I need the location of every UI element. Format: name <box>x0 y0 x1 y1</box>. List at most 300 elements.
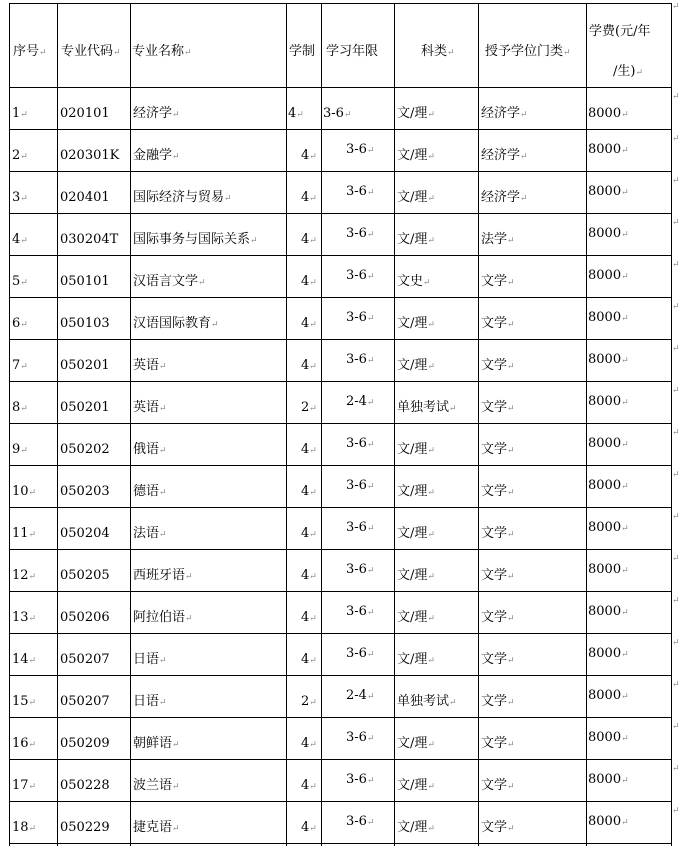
row-end-mark-icon <box>672 0 680 15</box>
paragraph-mark-icon: ↵ <box>621 650 629 660</box>
paragraph-mark-icon: ↵ <box>343 110 352 120</box>
cell-degree-text: 文学 <box>481 820 508 835</box>
paragraph-mark-icon: ↵ <box>507 572 515 582</box>
cell-degree-text: 文学 <box>481 778 508 793</box>
paragraph-mark-icon: ↵ <box>309 782 317 792</box>
paragraph-mark-icon: ↵ <box>309 278 317 288</box>
paragraph-mark-icon: ↵ <box>309 740 317 750</box>
paragraph-mark-icon: ↵ <box>449 698 457 708</box>
cell-code-text: 050103 <box>60 316 110 331</box>
header-fee-line1 <box>589 24 650 40</box>
cell-duration <box>301 820 317 837</box>
paragraph-mark-icon: ↵ <box>309 194 317 204</box>
cell-fee <box>588 604 629 621</box>
cell-degree <box>481 610 515 627</box>
cell-code-text: 020401 <box>60 190 110 205</box>
cell-name <box>133 232 258 249</box>
cell-degree-text: 经济学 <box>481 148 521 163</box>
table-rule-horizontal <box>9 465 672 466</box>
row-end-mark-icon <box>672 550 680 567</box>
cell-fee-text: 8000 <box>588 772 622 787</box>
cell-years-text: 3-6 <box>346 226 367 241</box>
cell-years-text: 3-6 <box>346 520 367 535</box>
cell-years-text: 3-6 <box>346 142 367 157</box>
paragraph-mark-icon: ↵ <box>159 362 167 372</box>
cell-degree <box>481 358 515 375</box>
cell-fee <box>588 646 629 663</box>
cell-name <box>133 568 193 585</box>
paragraph-mark-icon: ↵ <box>507 782 515 792</box>
cell-fee <box>588 310 629 327</box>
table-rule-horizontal <box>9 129 672 130</box>
paragraph-mark-icon: ↵ <box>366 734 375 744</box>
cell-seq-text: 10 <box>12 484 29 499</box>
cell-code-text: 050205 <box>60 568 110 583</box>
header-years <box>326 44 378 60</box>
cell-years <box>346 394 374 411</box>
cell-subject-text: 单独考试 <box>397 400 450 415</box>
cell-fee <box>588 268 629 285</box>
cell-degree-text: 文学 <box>481 442 508 457</box>
paragraph-mark-icon: ↵ <box>309 824 317 834</box>
cell-seq-text: 1 <box>12 106 21 121</box>
cell-seq-text: 18 <box>12 820 29 835</box>
cell-subject <box>397 316 435 333</box>
paragraph-mark-icon: ↵ <box>427 320 435 330</box>
row-end-mark-icon <box>672 88 680 105</box>
cell-years <box>346 646 374 663</box>
paragraph-mark-icon: ↵ <box>427 236 435 246</box>
cell-seq <box>12 484 36 501</box>
cell-degree-text: 文学 <box>481 274 508 289</box>
cell-code <box>60 484 110 500</box>
cell-fee-text: 8000 <box>588 310 622 325</box>
paragraph-mark-icon: ↵ <box>507 530 515 540</box>
header-name <box>132 44 192 61</box>
paragraph-mark-icon: ↵ <box>427 446 435 456</box>
cell-duration <box>301 400 317 417</box>
row-end-mark-icon <box>672 592 680 609</box>
cell-code <box>60 358 110 374</box>
cell-name-text: 金融学 <box>133 148 173 163</box>
header-years-text: 学习年限 <box>326 44 379 59</box>
cell-name-text: 国际经济与贸易 <box>133 190 225 205</box>
paragraph-mark-icon: ↵ <box>28 782 37 792</box>
paragraph-mark-icon: ↵ <box>20 152 28 162</box>
cell-duration-text: 4 <box>301 484 310 499</box>
paragraph-mark-icon: ↵ <box>635 68 643 78</box>
cell-degree-text: 文学 <box>481 526 508 541</box>
cell-fee <box>588 352 629 369</box>
paragraph-mark-icon: ↵ <box>250 236 258 246</box>
row-end-mark-icon <box>672 466 680 483</box>
cell-duration-text: 4 <box>301 148 310 163</box>
cell-degree-text: 文学 <box>481 568 508 583</box>
paragraph-mark-icon: ↵ <box>621 230 629 240</box>
cell-duration-text: 4 <box>301 778 310 793</box>
cell-years <box>323 106 351 123</box>
paragraph-mark-icon: ↵ <box>366 482 375 492</box>
cell-name-text: 捷克语 <box>133 820 173 835</box>
header-fee-line2-text: /生) <box>613 64 636 79</box>
paragraph-mark-icon: ↵ <box>520 152 528 162</box>
cell-duration <box>288 106 304 123</box>
cell-seq-text: 2 <box>12 148 21 163</box>
cell-name <box>133 274 206 291</box>
cell-code <box>60 274 110 290</box>
table-rule-horizontal <box>9 297 672 298</box>
cell-name-text: 国际事务与国际关系 <box>133 232 251 247</box>
cell-fee-text: 8000 <box>588 106 622 121</box>
cell-duration <box>301 568 317 585</box>
cell-degree <box>481 694 515 711</box>
cell-subject <box>397 190 435 207</box>
paragraph-mark-icon: ↵ <box>427 530 435 540</box>
cell-seq-text: 11 <box>12 526 29 541</box>
cell-duration-text: 4 <box>288 106 297 121</box>
cell-degree-text: 文学 <box>481 484 508 499</box>
cell-name <box>133 736 180 753</box>
paragraph-mark-icon: ↵ <box>309 656 317 666</box>
cell-code <box>60 652 110 668</box>
cell-degree <box>481 190 528 207</box>
cell-fee <box>588 106 629 123</box>
cell-seq-text: 9 <box>12 442 21 457</box>
cell-years-text: 3-6 <box>346 730 367 745</box>
header-fee-line2 <box>613 64 643 81</box>
paragraph-mark-icon: ↵ <box>672 470 680 480</box>
paragraph-mark-icon: ↵ <box>621 110 629 120</box>
cell-degree-text: 文学 <box>481 652 508 667</box>
cell-degree-text: 文学 <box>481 316 508 331</box>
cell-duration-text: 4 <box>301 190 310 205</box>
cell-duration-text: 2 <box>301 400 310 415</box>
cell-years-text: 3-6 <box>346 772 367 787</box>
cell-code <box>60 694 110 710</box>
cell-seq <box>12 736 36 753</box>
paragraph-mark-icon: ↵ <box>28 698 37 708</box>
cell-fee-text: 8000 <box>588 142 622 157</box>
cell-name-text: 日语 <box>133 694 160 709</box>
cell-fee <box>588 436 629 453</box>
header-name-text: 专业名称 <box>132 44 185 59</box>
cell-subject <box>397 610 435 627</box>
cell-seq-text: 3 <box>12 190 21 205</box>
cell-seq-text: 8 <box>12 400 21 415</box>
cell-name-text: 法语 <box>133 526 160 541</box>
paragraph-mark-icon: ↵ <box>159 656 167 666</box>
cell-fee-text: 8000 <box>588 730 622 745</box>
table-rule-horizontal <box>9 507 672 508</box>
table-rule-horizontal <box>9 3 672 4</box>
cell-duration-text: 4 <box>301 526 310 541</box>
cell-fee-text: 8000 <box>588 688 622 703</box>
paragraph-mark-icon: ↵ <box>366 524 375 534</box>
cell-degree <box>481 148 528 165</box>
paragraph-mark-icon: ↵ <box>621 524 629 534</box>
paragraph-mark-icon: ↵ <box>159 530 167 540</box>
row-end-mark-icon <box>672 340 680 357</box>
table-rule-vertical <box>57 3 58 846</box>
table-rule-horizontal <box>9 213 672 214</box>
paragraph-mark-icon: ↵ <box>672 176 680 186</box>
row-end-mark-icon <box>672 298 680 315</box>
paragraph-mark-icon: ↵ <box>672 134 680 144</box>
cell-degree <box>481 442 515 459</box>
paragraph-mark-icon: ↵ <box>672 428 680 438</box>
paragraph-mark-icon: ↵ <box>39 48 47 58</box>
cell-degree-text: 文学 <box>481 610 508 625</box>
cell-name <box>133 778 180 795</box>
cell-duration-text: 4 <box>301 316 310 331</box>
cell-years <box>346 814 374 831</box>
cell-code <box>60 232 118 248</box>
cell-code-text: 050207 <box>60 652 110 667</box>
paragraph-mark-icon: ↵ <box>366 650 375 660</box>
cell-code <box>60 148 119 164</box>
cell-subject-text: 文/理 <box>397 526 428 541</box>
cell-subject <box>397 694 457 711</box>
cell-years <box>346 520 374 537</box>
paragraph-mark-icon: ↵ <box>672 92 680 102</box>
header-subject <box>421 44 455 61</box>
paragraph-mark-icon: ↵ <box>309 446 317 456</box>
cell-degree <box>481 778 515 795</box>
cell-code-text: 030204T <box>60 232 119 247</box>
cell-fee-text: 8000 <box>588 184 622 199</box>
paragraph-mark-icon: ↵ <box>520 110 528 120</box>
paragraph-mark-icon: ↵ <box>366 692 375 702</box>
cell-code-text: 020101 <box>60 106 110 121</box>
paragraph-mark-icon: ↵ <box>366 818 375 828</box>
cell-years <box>346 142 374 159</box>
cell-subject-text: 文史 <box>397 274 424 289</box>
cell-subject <box>397 820 435 837</box>
cell-years <box>346 310 374 327</box>
cell-code-text: 050228 <box>60 778 110 793</box>
paragraph-mark-icon: ↵ <box>672 386 680 396</box>
paragraph-mark-icon: ↵ <box>427 110 435 120</box>
cell-duration-text: 4 <box>301 274 310 289</box>
header-duration <box>289 44 315 60</box>
cell-years-text: 3-6 <box>323 106 344 121</box>
cell-years-text: 3-6 <box>346 604 367 619</box>
cell-code <box>60 316 110 332</box>
cell-duration <box>301 442 317 459</box>
cell-code <box>60 778 110 794</box>
cell-degree <box>481 820 515 837</box>
cell-seq-text: 16 <box>12 736 29 751</box>
cell-name <box>133 652 167 669</box>
row-end-mark-icon <box>672 718 680 735</box>
cell-code <box>60 400 110 416</box>
cell-subject-text: 文/理 <box>397 736 428 751</box>
cell-code <box>60 106 110 122</box>
cell-years-text: 2-4 <box>346 394 367 409</box>
cell-name <box>133 610 193 627</box>
paragraph-mark-icon: ↵ <box>159 488 167 498</box>
paragraph-mark-icon: ↵ <box>672 722 680 732</box>
paragraph-mark-icon: ↵ <box>507 446 515 456</box>
cell-name-text: 经济学 <box>133 106 173 121</box>
cell-name <box>133 400 167 417</box>
cell-seq-text: 14 <box>12 652 29 667</box>
header-code-text: 专业代码 <box>61 44 114 59</box>
cell-code-text: 020301K <box>60 148 120 163</box>
paragraph-mark-icon: ↵ <box>20 278 28 288</box>
cell-name-text: 朝鲜语 <box>133 736 173 751</box>
row-end-mark-icon <box>672 382 680 399</box>
cell-duration <box>301 232 317 249</box>
cell-seq <box>12 232 28 249</box>
cell-fee-text: 8000 <box>588 562 622 577</box>
cell-years <box>346 730 374 747</box>
cell-subject-text: 文/理 <box>397 820 428 835</box>
cell-name-text: 西班牙语 <box>133 568 186 583</box>
cell-subject-text: 文/理 <box>397 316 428 331</box>
cell-fee <box>588 226 629 243</box>
cell-seq <box>12 652 36 669</box>
cell-years <box>346 478 374 495</box>
paragraph-mark-icon: ↵ <box>621 608 629 618</box>
cell-code-text: 050206 <box>60 610 110 625</box>
cell-years-text: 3-6 <box>346 646 367 661</box>
paragraph-mark-icon: ↵ <box>366 566 375 576</box>
paragraph-mark-icon: ↵ <box>507 236 515 246</box>
cell-degree <box>481 484 515 501</box>
cell-years-text: 3-6 <box>346 310 367 325</box>
paragraph-mark-icon: ↵ <box>621 356 629 366</box>
table-rule-horizontal <box>9 87 672 88</box>
paragraph-mark-icon: ↵ <box>184 48 192 58</box>
cell-subject <box>397 568 435 585</box>
paragraph-mark-icon: ↵ <box>507 320 515 330</box>
paragraph-mark-icon: ↵ <box>672 218 680 228</box>
table-rule-horizontal <box>9 633 672 634</box>
paragraph-mark-icon: ↵ <box>366 398 375 408</box>
cell-degree-text: 文学 <box>481 694 508 709</box>
cell-degree-text: 经济学 <box>481 190 521 205</box>
cell-degree <box>481 568 515 585</box>
cell-fee <box>588 184 629 201</box>
paragraph-mark-icon: ↵ <box>159 698 167 708</box>
cell-degree <box>481 526 515 543</box>
table-rule-horizontal <box>9 801 672 802</box>
cell-seq-text: 17 <box>12 778 29 793</box>
paragraph-mark-icon: ↵ <box>366 188 375 198</box>
paragraph-mark-icon: ↵ <box>427 572 435 582</box>
paragraph-mark-icon: ↵ <box>20 320 28 330</box>
cell-code-text: 050204 <box>60 526 110 541</box>
paragraph-mark-icon: ↵ <box>427 194 435 204</box>
cell-name-text: 波兰语 <box>133 778 173 793</box>
row-end-mark-icon <box>672 256 680 273</box>
cell-years-text: 3-6 <box>346 268 367 283</box>
cell-seq-text: 4 <box>12 232 21 247</box>
paragraph-mark-icon: ↵ <box>309 698 317 708</box>
row-end-mark-icon <box>672 130 680 147</box>
cell-fee <box>588 520 629 537</box>
paragraph-mark-icon: ↵ <box>672 638 680 648</box>
cell-code-text: 050201 <box>60 400 110 415</box>
paragraph-mark-icon: ↵ <box>20 404 28 414</box>
cell-subject <box>397 274 431 291</box>
paragraph-mark-icon: ↵ <box>28 572 37 582</box>
cell-degree <box>481 400 515 417</box>
header-code <box>61 44 121 61</box>
cell-years <box>346 604 374 621</box>
paragraph-mark-icon: ↵ <box>309 530 317 540</box>
cell-duration-text: 4 <box>301 568 310 583</box>
paragraph-mark-icon: ↵ <box>427 824 435 834</box>
paragraph-mark-icon: ↵ <box>159 404 167 414</box>
cell-seq <box>12 610 36 627</box>
cell-fee <box>588 772 629 789</box>
cell-name <box>133 106 180 123</box>
cell-years <box>346 688 374 705</box>
paragraph-mark-icon: ↵ <box>309 362 317 372</box>
cell-degree <box>481 274 515 291</box>
cell-seq-text: 5 <box>12 274 21 289</box>
cell-subject-text: 文/理 <box>397 568 428 583</box>
table-rule-vertical <box>9 3 10 846</box>
cell-fee <box>588 562 629 579</box>
cell-seq <box>12 694 36 711</box>
cell-seq <box>12 316 28 333</box>
cell-years <box>346 226 374 243</box>
cell-years-text: 2-4 <box>346 688 367 703</box>
paragraph-mark-icon: ↵ <box>309 236 317 246</box>
cell-duration-text: 4 <box>301 736 310 751</box>
row-end-mark-icon <box>672 508 680 525</box>
table-rule-horizontal <box>9 171 672 172</box>
cell-fee <box>588 814 629 831</box>
header-degree-text: 授予学位门类 <box>485 44 564 59</box>
cell-duration-text: 2 <box>301 694 310 709</box>
table-rule-vertical <box>586 3 587 846</box>
row-end-mark-icon <box>672 802 680 819</box>
cell-subject-text: 文/理 <box>397 778 428 793</box>
cell-seq <box>12 526 36 543</box>
cell-name-text: 阿拉伯语 <box>133 610 186 625</box>
cell-seq-text: 13 <box>12 610 29 625</box>
cell-degree <box>481 316 515 333</box>
cell-degree-text: 经济学 <box>481 106 521 121</box>
cell-years <box>346 562 374 579</box>
cell-code-text: 050229 <box>60 820 110 835</box>
paragraph-mark-icon: ↵ <box>672 680 680 690</box>
table-rule-horizontal <box>9 675 672 676</box>
cell-duration <box>301 526 317 543</box>
paragraph-mark-icon: ↵ <box>28 614 37 624</box>
cell-years-text: 3-6 <box>346 352 367 367</box>
paragraph-mark-icon: ↵ <box>172 824 180 834</box>
cell-degree-text: 文学 <box>481 358 508 373</box>
paragraph-mark-icon: ↵ <box>113 48 121 58</box>
row-end-mark-icon <box>672 172 680 189</box>
cell-fee <box>588 688 629 705</box>
paragraph-mark-icon: ↵ <box>672 596 680 606</box>
cell-degree-text: 法学 <box>481 232 508 247</box>
paragraph-mark-icon: ↵ <box>423 278 431 288</box>
cell-subject <box>397 442 435 459</box>
paragraph-mark-icon: ↵ <box>366 230 375 240</box>
paragraph-mark-icon: ↵ <box>621 734 629 744</box>
paragraph-mark-icon: ↵ <box>449 404 457 414</box>
cell-subject-text: 单独考试 <box>397 694 450 709</box>
paragraph-mark-icon: ↵ <box>672 2 680 12</box>
cell-subject-text: 文/理 <box>397 190 428 205</box>
